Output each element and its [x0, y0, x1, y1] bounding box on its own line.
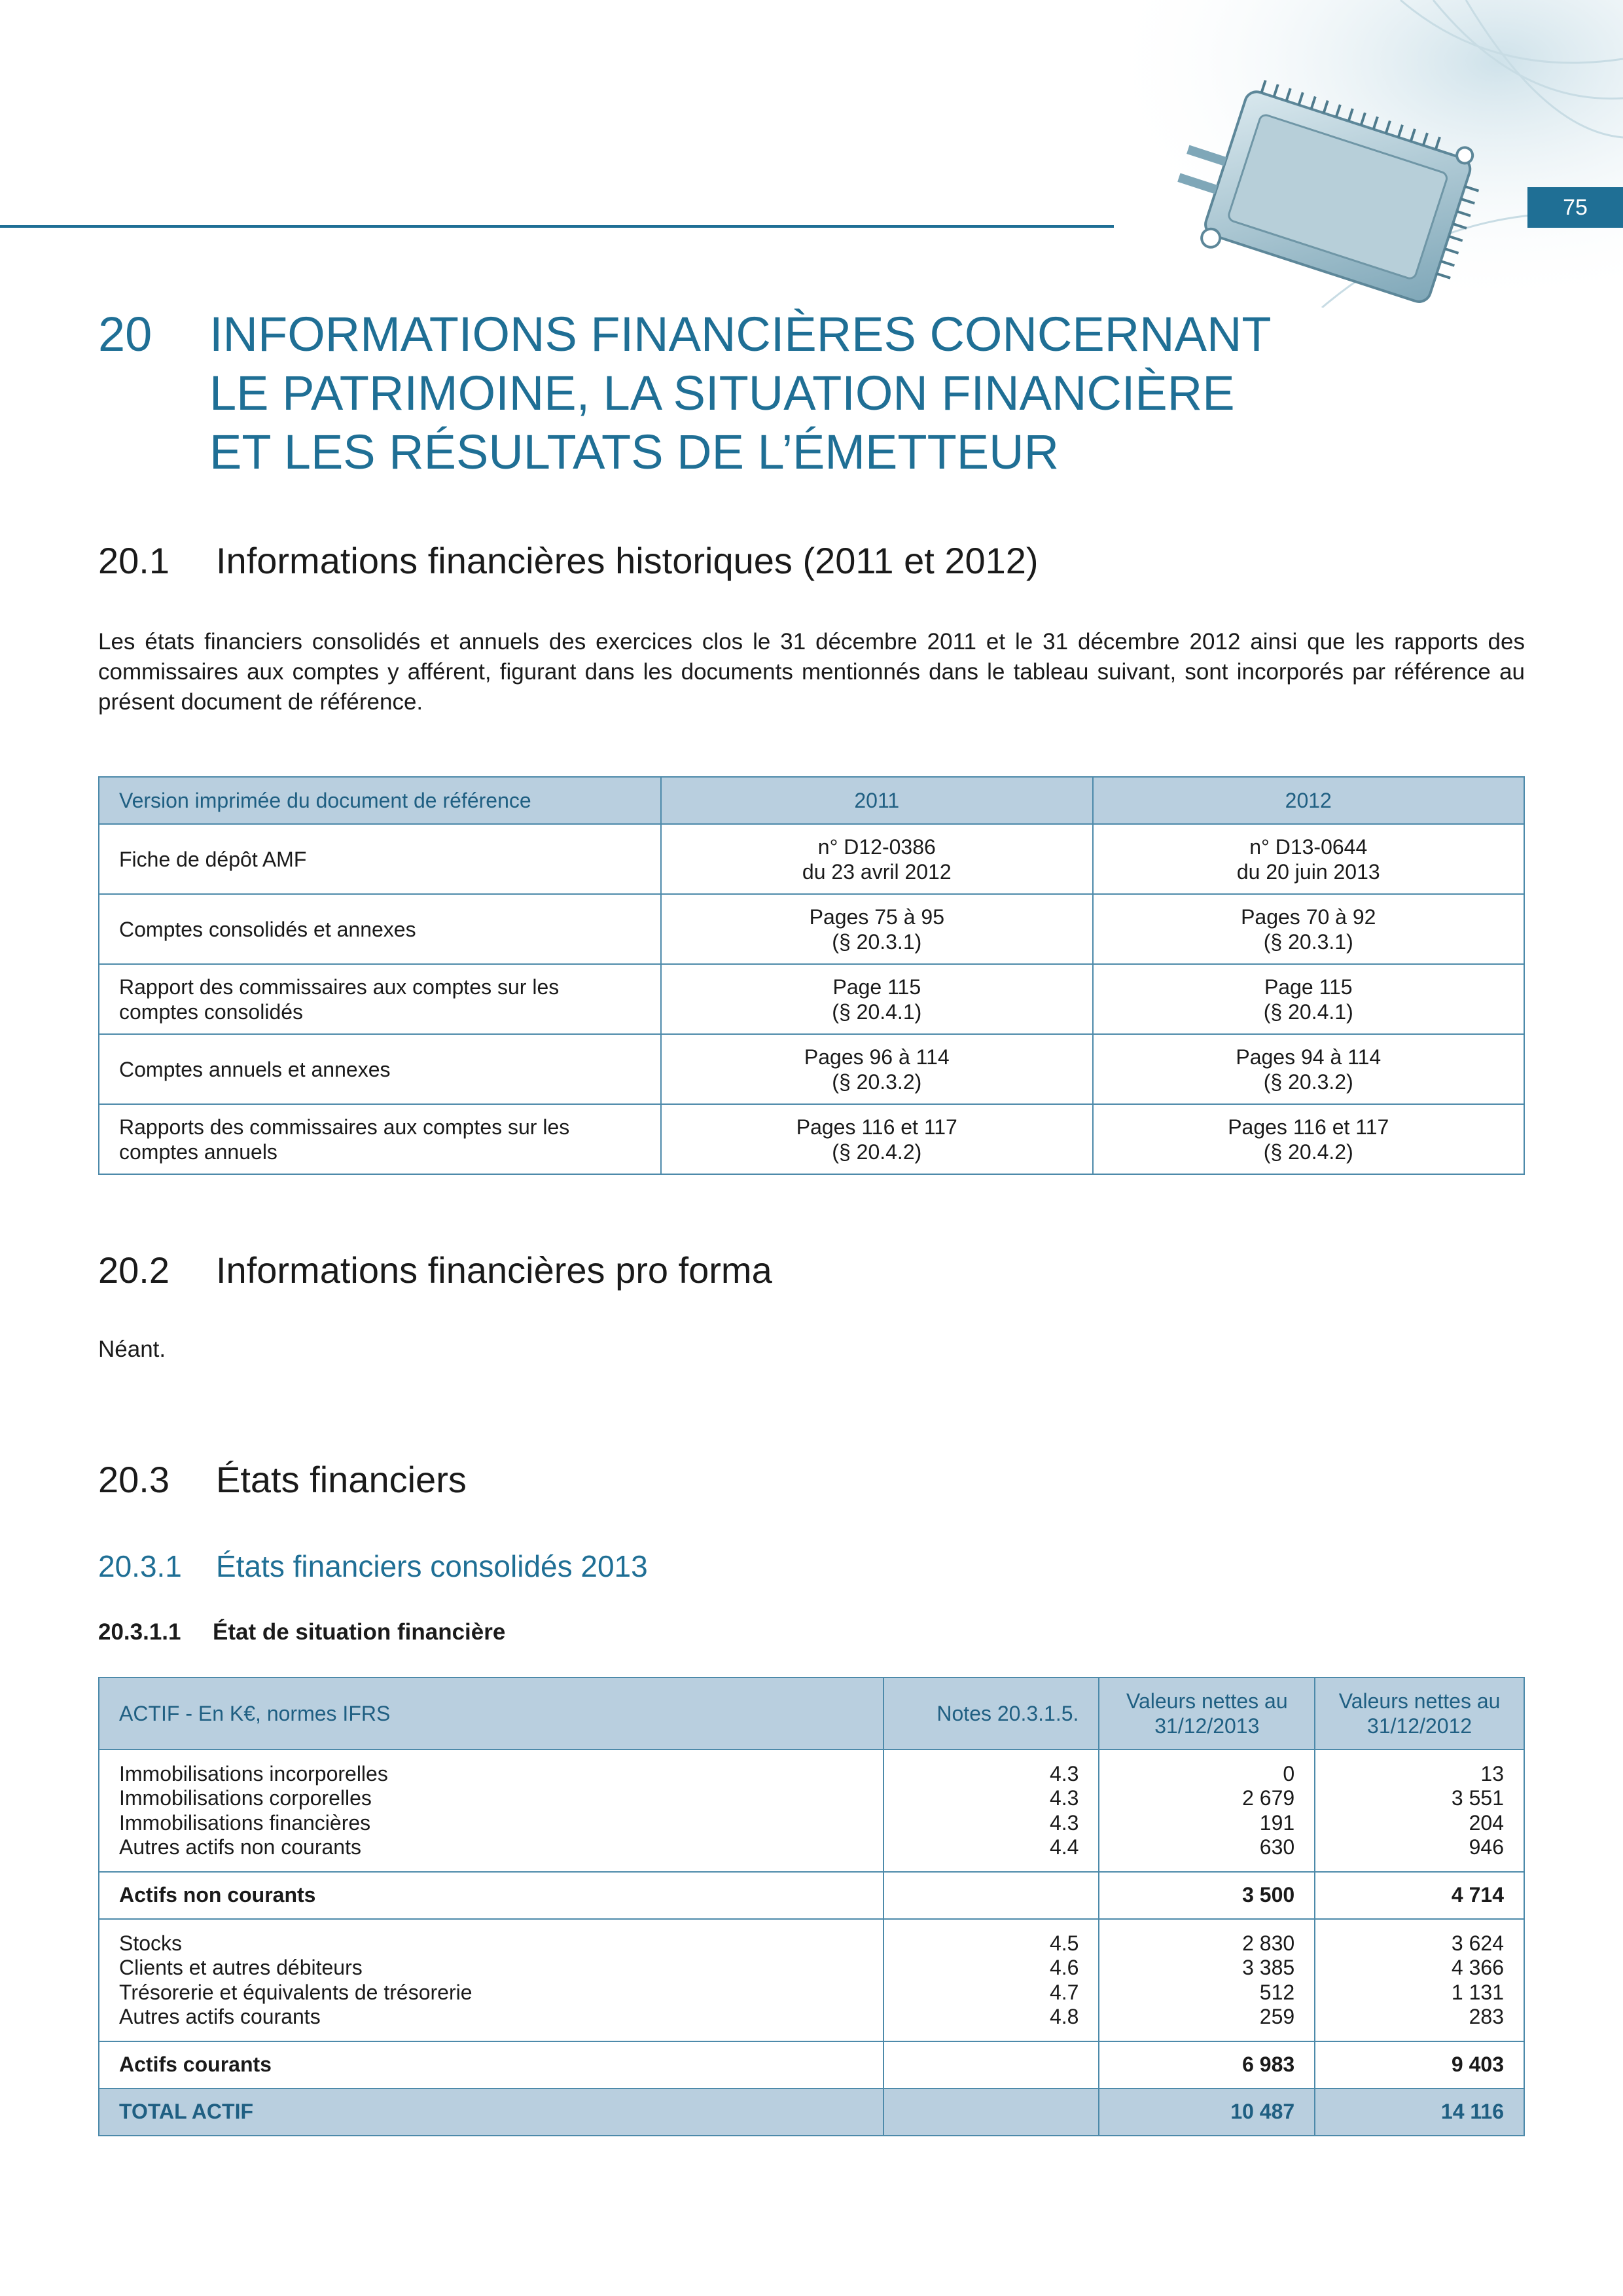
note-value: 4.5 — [1049, 1931, 1079, 1955]
section-heading-20-1 — [98, 539, 1039, 582]
note-value: 4.7 — [1049, 1980, 1079, 2004]
row-label: Actifs non courants — [99, 1872, 883, 1919]
column-header: Valeurs nettes au 31/12/2012 — [1315, 1677, 1524, 1749]
table-header-row — [99, 777, 1524, 824]
table-row — [99, 1034, 1524, 1104]
subsubsection-heading-20-3-1-1 — [98, 1619, 505, 1645]
row-label: Autres actifs courants — [119, 2005, 321, 2028]
cell-2011: n° D12-0386 du 23 avril 2012 — [661, 824, 1092, 894]
column-header: ACTIF - En K€, normes IFRS — [99, 1677, 883, 1749]
value-2012: 9 403 — [1315, 2041, 1524, 2089]
row-label: Clients et autres débiteurs — [119, 1956, 363, 1979]
chapter-title-line: ET LES RÉSULTATS DE L’ÉMETTEUR — [209, 425, 1060, 479]
value: 512 — [1259, 1980, 1295, 2004]
page-number-box — [1527, 187, 1623, 228]
value: 13 — [1480, 1761, 1504, 1785]
reference-table — [98, 776, 1525, 1175]
value: 2 679 — [1242, 1786, 1295, 1810]
note-value: 4.3 — [1049, 1761, 1079, 1785]
section-paragraph: Néant. — [98, 1336, 166, 1362]
row-labels — [99, 1919, 883, 2041]
total-row — [99, 2089, 1524, 2136]
cell-2012: Pages 70 à 92 (§ 20.3.1) — [1093, 894, 1524, 964]
section-number: 20.1 — [98, 540, 169, 581]
cell-2012: Pages 94 à 114 (§ 20.3.2) — [1093, 1034, 1524, 1104]
column-header: 2011 — [661, 777, 1092, 824]
value-2013: 3 500 — [1099, 1872, 1315, 1919]
row-label: Rapport des commissaires aux comptes sur les comptes consolidés — [99, 964, 661, 1034]
value: 946 — [1469, 1835, 1504, 1859]
value-2013: 10 487 — [1099, 2089, 1315, 2136]
table-header-row — [99, 1677, 1524, 1749]
chapter-title — [209, 305, 1453, 482]
notes-cells — [883, 1749, 1099, 1872]
cell-2011: Pages 75 à 95 (§ 20.3.1) — [661, 894, 1092, 964]
row-label: Fiche de dépôt AMF — [99, 824, 661, 894]
notes-cell — [883, 2089, 1099, 2136]
subsubsection-number: 20.3.1.1 — [98, 1619, 181, 1645]
page-number: 75 — [1563, 195, 1588, 220]
value: 630 — [1259, 1835, 1295, 1859]
value: 3 385 — [1242, 1956, 1295, 1979]
note-value: 4.8 — [1049, 2005, 1079, 2028]
row-label: Rapports des commissaires aux comptes sur les comptes annuels — [99, 1104, 661, 1174]
value-2012: 4 714 — [1315, 1872, 1524, 1919]
section-heading-20-2 — [98, 1249, 772, 1291]
cell-2011: Page 115 (§ 20.4.1) — [661, 964, 1092, 1034]
cell-2011: Pages 96 à 114 (§ 20.3.2) — [661, 1034, 1092, 1104]
chapter-title-line: LE PATRIMOINE, LA SITUATION FINANCIÈRE — [209, 366, 1235, 420]
column-header: Notes 20.3.1.5. — [883, 1677, 1099, 1749]
cell-2012: Pages 116 et 117 (§ 20.4.2) — [1093, 1104, 1524, 1174]
row-label: Stocks — [119, 1931, 183, 1955]
table-row — [99, 894, 1524, 964]
subsection-title: États financiers consolidés 2013 — [216, 1549, 648, 1583]
cell-2011: Pages 116 et 117 (§ 20.4.2) — [661, 1104, 1092, 1174]
section-title: États financiers — [216, 1459, 467, 1500]
subsection-number: 20.3.1 — [98, 1549, 182, 1583]
value-2013: 6 983 — [1099, 2041, 1315, 2089]
section-paragraph: Les états financiers consolidés et annuels des exercices clos le 31 décembre 2011 et le 31 décembre 2012 ainsi que les rapports des commissaires aux comptes y afférent, figurant dans les documents mentionnés dans le tableau suivant, sont incorporés par référence au présent document de référence. — [98, 629, 1525, 715]
subsubsection-title: État de situation financière — [213, 1619, 506, 1645]
row-label: Comptes consolidés et annexes — [99, 894, 661, 964]
table-row-group — [99, 1749, 1524, 1872]
chapter-title-line: INFORMATIONS FINANCIÈRES CONCERNANT — [209, 307, 1272, 361]
row-label: Comptes annuels et annexes — [99, 1034, 661, 1104]
table-row — [99, 964, 1524, 1034]
note-value: 4.4 — [1049, 1835, 1079, 1859]
component-illustration — [1126, 0, 1623, 308]
section-title: Informations financières pro forma — [216, 1249, 772, 1291]
subtotal-row — [99, 2041, 1524, 2089]
section-number: 20.3 — [98, 1459, 169, 1500]
section-heading-20-3 — [98, 1458, 467, 1501]
row-labels — [99, 1749, 883, 1872]
note-value: 4.3 — [1049, 1810, 1079, 1835]
table-row — [99, 824, 1524, 894]
values-2012 — [1315, 1749, 1524, 1872]
row-label: Immobilisations financières — [119, 1810, 371, 1835]
table-row — [99, 1104, 1524, 1174]
chapter-number: 20 — [98, 307, 152, 361]
value: 0 — [1283, 1761, 1295, 1785]
value: 2 830 — [1242, 1931, 1295, 1955]
row-label: Trésorerie et équivalents de trésorerie — [119, 1980, 473, 2004]
row-label: Immobilisations incorporelles — [119, 1761, 388, 1785]
value: 191 — [1259, 1810, 1295, 1835]
value: 3 551 — [1451, 1786, 1504, 1810]
assets-table — [98, 1677, 1525, 2136]
section-title: Informations financières historiques (2011 et 2012) — [216, 540, 1039, 581]
notes-cells — [883, 1919, 1099, 2041]
value: 4 366 — [1451, 1956, 1504, 1979]
value: 3 624 — [1451, 1931, 1504, 1955]
value: 259 — [1259, 2005, 1295, 2028]
notes-cell — [883, 1872, 1099, 1919]
note-value: 4.6 — [1049, 1956, 1079, 1979]
value-2012: 14 116 — [1315, 2089, 1524, 2136]
values-2013 — [1099, 1749, 1315, 1872]
note-value: 4.3 — [1049, 1786, 1079, 1810]
value: 204 — [1469, 1810, 1504, 1835]
header-rule — [0, 225, 1114, 228]
values-2012 — [1315, 1919, 1524, 2041]
row-label: Immobilisations corporelles — [119, 1786, 372, 1810]
row-label: Actifs courants — [99, 2041, 883, 2089]
column-header: Valeurs nettes au 31/12/2013 — [1099, 1677, 1315, 1749]
row-label: TOTAL ACTIF — [99, 2089, 883, 2136]
cell-2012: n° D13-0644 du 20 juin 2013 — [1093, 824, 1524, 894]
values-2013 — [1099, 1919, 1315, 2041]
subtotal-row — [99, 1872, 1524, 1919]
table-row-group — [99, 1919, 1524, 2041]
value: 283 — [1469, 2005, 1504, 2028]
column-header: 2012 — [1093, 777, 1524, 824]
section-number: 20.2 — [98, 1249, 169, 1291]
value: 1 131 — [1451, 1980, 1504, 2004]
subsection-heading-20-3-1 — [98, 1549, 648, 1584]
column-header: Version imprimée du document de référence — [99, 777, 661, 824]
cell-2012: Page 115 (§ 20.4.1) — [1093, 964, 1524, 1034]
row-label: Autres actifs non courants — [119, 1835, 361, 1859]
notes-cell — [883, 2041, 1099, 2089]
